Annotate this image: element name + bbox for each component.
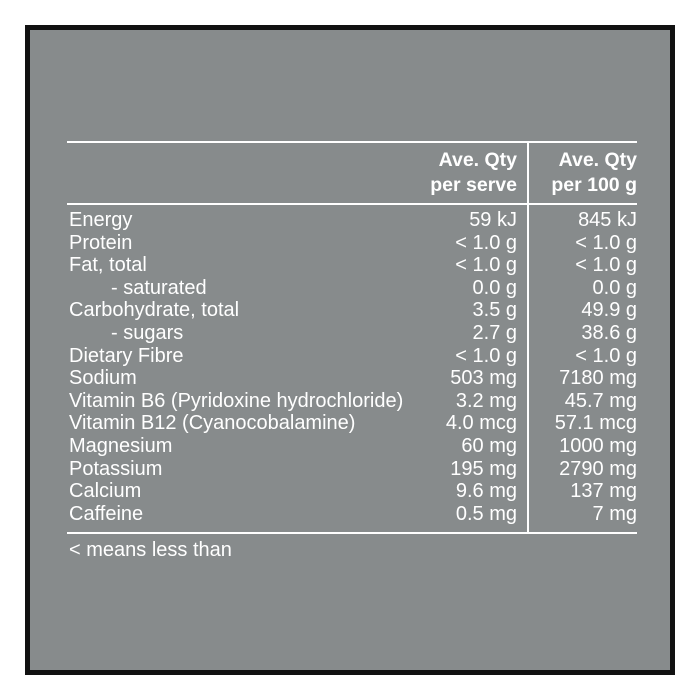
nutrient-name: Protein [69, 231, 133, 254]
value-per-100g: < 1.0 g [575, 231, 637, 254]
value-per-serve: 195 mg [450, 457, 517, 480]
value-per-100g: 0.0 g [592, 276, 637, 299]
value-per-100g: 57.1 mcg [554, 412, 637, 435]
header-per-100g-line1: Ave. Qty [558, 149, 637, 171]
nutrient-name: Caffeine [69, 502, 144, 525]
value-per-serve: 0.5 mg [455, 502, 517, 525]
value-per-serve: 3.2 mg [455, 389, 517, 412]
header-per-serve [407, 148, 517, 198]
table-row [67, 277, 637, 300]
nutrient-name: Calcium [69, 480, 142, 503]
nutrient-name: Fat, total [69, 254, 147, 277]
header-per-100g [517, 148, 637, 198]
table-row [67, 345, 637, 368]
nutrient-name: Sodium [69, 367, 137, 390]
nutrient-name: Vitamin B6 (Pyridoxine hydrochloride) [69, 389, 404, 412]
nutrient-name: Energy [69, 209, 133, 231]
table-row [67, 299, 637, 322]
value-per-100g: 49.9 g [581, 299, 637, 322]
value-per-serve: 0.0 g [472, 276, 517, 299]
value-per-100g: 845 kJ [578, 209, 637, 231]
value-per-100g: 38.6 g [581, 321, 637, 344]
value-per-serve: < 1.0 g [455, 254, 517, 277]
value-per-100g: 7 mg [592, 502, 637, 525]
table-row [67, 480, 637, 503]
value-per-serve: < 1.0 g [455, 344, 517, 367]
value-per-serve: 59 kJ [469, 209, 517, 231]
table-row [67, 209, 637, 232]
table-body [67, 205, 637, 532]
value-per-100g: < 1.0 g [575, 344, 637, 367]
nutrition-information-table [67, 141, 637, 562]
nutrient-name: Dietary Fibre [69, 344, 184, 367]
table-row [67, 412, 637, 435]
nutrient-name: - saturated [111, 276, 207, 299]
value-per-100g: 2790 mg [559, 457, 637, 480]
column-divider [527, 141, 529, 534]
value-per-100g: 137 mg [570, 480, 637, 503]
value-per-serve: 2.7 g [472, 321, 517, 344]
value-per-serve: 9.6 mg [455, 480, 517, 503]
header-per-serve-line1: Ave. Qty [438, 149, 517, 171]
header-per-serve-line2: per serve [430, 174, 517, 196]
footnote: < means less than [69, 539, 232, 561]
table-header [67, 143, 637, 203]
nutrient-name: - sugars [111, 321, 184, 344]
nutrient-name: Carbohydrate, total [69, 299, 240, 322]
nutrient-name: Vitamin B12 (Cyanocobalamine) [69, 412, 356, 435]
table-row [67, 435, 637, 458]
value-per-serve: 3.5 g [472, 299, 517, 322]
value-per-serve: 60 mg [461, 434, 517, 457]
header-per-100g-line2: per 100 g [551, 174, 637, 196]
table-row [67, 503, 637, 526]
value-per-serve: 503 mg [450, 367, 517, 390]
nutrition-panel [25, 25, 675, 675]
value-per-100g: 7180 mg [559, 367, 637, 390]
value-per-100g: 45.7 mg [564, 389, 637, 412]
value-per-100g: 1000 mg [559, 434, 637, 457]
nutrient-name: Magnesium [69, 434, 173, 457]
table-row [67, 390, 637, 413]
value-per-serve: 4.0 mcg [445, 412, 517, 435]
table-row [67, 322, 637, 345]
value-per-serve: < 1.0 g [455, 231, 517, 254]
value-per-100g: < 1.0 g [575, 254, 637, 277]
nutrient-name: Potassium [69, 457, 163, 480]
table-row [67, 367, 637, 390]
table-row [67, 458, 637, 481]
table-row [67, 254, 637, 277]
table-row [67, 232, 637, 255]
